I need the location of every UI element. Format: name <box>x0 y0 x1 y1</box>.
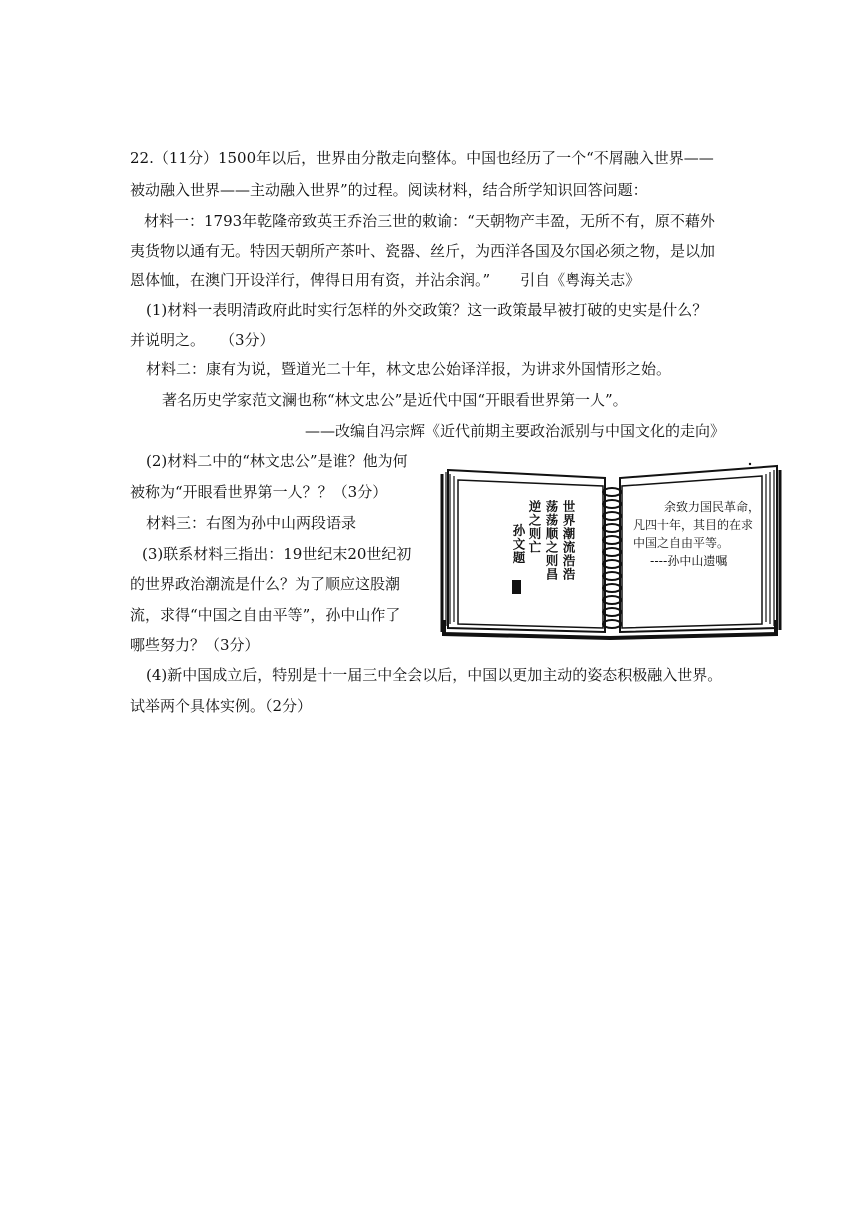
intro-line-2: 被动融入世界——主动融入世界”的过程。阅读材料，结合所学知识回答问题： <box>130 181 648 199</box>
material-2-line-1: 材料二：康有为说，暨道光二十年，林文忠公始译洋报，为讲求外国情形之始。 <box>146 360 672 378</box>
notebook-left-column-1: 世界潮流浩浩 <box>561 500 576 581</box>
sub-question-3-line-1: (3)联系材料三指出：19世纪末20世纪初 <box>142 545 412 563</box>
sub-question-4-line-2: 试举两个具体实例。（2分） <box>130 697 313 715</box>
notebook-right-line-3: 中国之自由平等。 <box>633 536 730 550</box>
material-1-line-1: 材料一：1793年乾隆帝致英王乔治三世的敕谕：“天朝物产丰盈，无所不有，原不藉外 <box>144 212 715 230</box>
notebook-left-column-2: 荡荡顺之则昌 <box>544 500 559 581</box>
intro-line-1: 22.（11分）1500年以后，世界由分散走向整体。中国也经历了一个“不屑融入世界—— <box>130 149 714 167</box>
notebook-right-line-1: 余致力国民革命， <box>664 500 761 514</box>
notebook-left-column-3: 逆之则亡 <box>527 500 542 554</box>
sub-question-2-line-1: (2)材料二中的“林文忠公”是谁？他为何 <box>146 452 408 470</box>
material-1-line-2: 夷货物以通有无。特因天朝所产茶叶、瓷器、丝斤，为西洋各国及尔国必须之物，是以加 <box>130 242 716 260</box>
seal-stamp <box>512 580 521 594</box>
notebook-left-column-4: 孙文题 <box>511 524 526 565</box>
notebook-drawing <box>440 460 785 640</box>
notebook-right-line-4: ----孙中山遗嘱 <box>650 554 728 568</box>
sub-question-4-line-1: (4)新中国成立后，特别是十一届三中全会以后，中国以更加主动的姿态积极融入世界。 <box>146 666 723 684</box>
sub-question-1-line-1: (1)材料一表明清政府此时实行怎样的外交政策？这一政策最早被打破的史实是什么？ <box>146 301 708 319</box>
material-3-label: 材料三：右图为孙中山两段语录 <box>146 514 357 532</box>
notebook-right-line-2: 凡四十年，其目的在求 <box>633 518 754 532</box>
sub-question-3-line-2: 的世界政治潮流是什么？为了顺应这股潮 <box>130 575 401 593</box>
sub-question-3-line-3: 流，求得“中国之自由平等”，孙中山作了 <box>130 606 401 624</box>
material-1-line-3: 恩体恤，在澳门开设洋行，俾得日用有资，并沾余润。” 引自《粤海关志》 <box>130 271 641 289</box>
sub-question-2-line-2: 被称为“开眼看世界第一人？？（3分） <box>130 483 388 501</box>
material-2-line-2: 著名历史学家范文澜也称“林文忠公”是近代中国“开眼看世界第一人”。 <box>162 391 628 409</box>
material-2-source: ——改编自冯宗辉《近代前期主要政治派别与中国文化的走向》 <box>304 422 725 440</box>
sub-question-3-line-4: 哪些努力？（3分） <box>130 636 260 654</box>
notebook-illustration <box>440 460 785 640</box>
sub-question-1-line-2: 并说明之。 （3分） <box>130 331 275 349</box>
